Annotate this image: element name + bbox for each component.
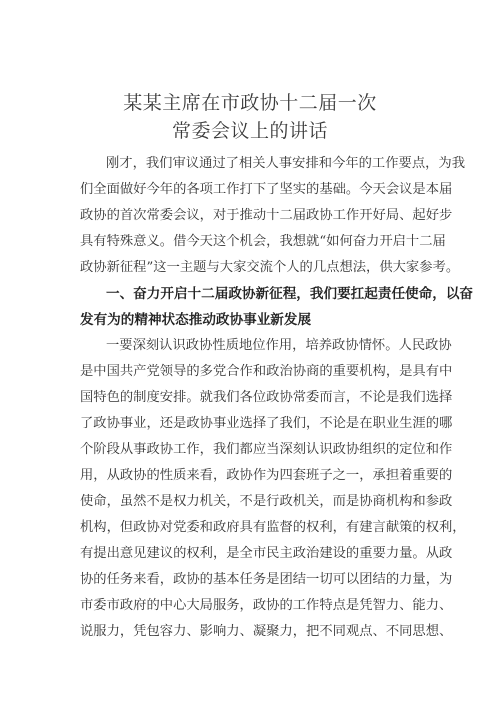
paragraph-line: 用，从政协的性质来看，政协作为四套班子之一，承担着重要的: [80, 468, 453, 483]
paragraph-line: 机构，但政协对党委和政府具有监督的权利，有建言献策的权利，: [80, 520, 466, 535]
section-heading: [80, 281, 474, 333]
paragraph-line: 一要深刻认识政协性质地位作用，培养政协情怀。人民政协: [106, 338, 452, 353]
paragraph-line: 使命，虽然不是权力机关，不是行政机关，而是协商机构和参政: [80, 494, 453, 509]
paragraph-line: 个阶段从事政协工作，我们都应当深刻认识政协组织的定位和作: [80, 442, 453, 457]
paragraph-line: 国特色的制度安排。就我们各位政协常委而言，不论是我们选择: [80, 390, 453, 405]
body-paragraph: [80, 333, 466, 645]
paragraph-line: 协的任务来看，政协的基本任务是团结一切可以团结的力量，为: [80, 572, 453, 587]
intro-paragraph: [80, 151, 466, 281]
document-title-line-1: 某某主席在市政协十二届一次: [123, 92, 377, 114]
document-title-line-2: 常委会议上的讲话: [171, 120, 328, 142]
paragraph-line: 刚才，我们审议通过了相关人事安排和今年的工作要点，为我: [106, 156, 466, 171]
paragraph-line: 政协新征程”这一主题与大家交流个人的几点想法，供大家参考。: [80, 260, 460, 275]
section-heading-line: 发有为的精神状态推动政协事业新发展: [80, 312, 312, 328]
paragraph-line: 有提出意见建议的权利，是全市民主政治建设的重要力量。从政: [80, 546, 453, 561]
paragraph-line: 说服力，凭包容力、影响力、凝聚力，把不同观点、不同思想、: [80, 624, 453, 639]
paragraph-line: 是中国共产党领导的多党合作和政治协商的重要机构，是具有中: [80, 364, 453, 379]
section-heading-line: 一、奋力开启十二届政协新征程，我们要扛起责任使命，以奋: [106, 286, 474, 302]
paragraph-line: 具有特殊意义。借今天这个机会，我想就“如何奋力开启十二届: [80, 234, 446, 249]
paragraph-line: 市委市政府的中心大局服务，政协的工作特点是凭智力、能力、: [80, 598, 453, 613]
paragraph-line: 政协的首次常委会议，对于推动十二届政协工作开好局、起好步: [80, 208, 453, 223]
paragraph-line: 们全面做好今年的各项工作打下了坚实的基础。今天会议是本届: [80, 182, 453, 197]
paragraph-line: 了政协事业，还是政协事业选择了我们，不论是在职业生涯的哪: [80, 416, 453, 431]
